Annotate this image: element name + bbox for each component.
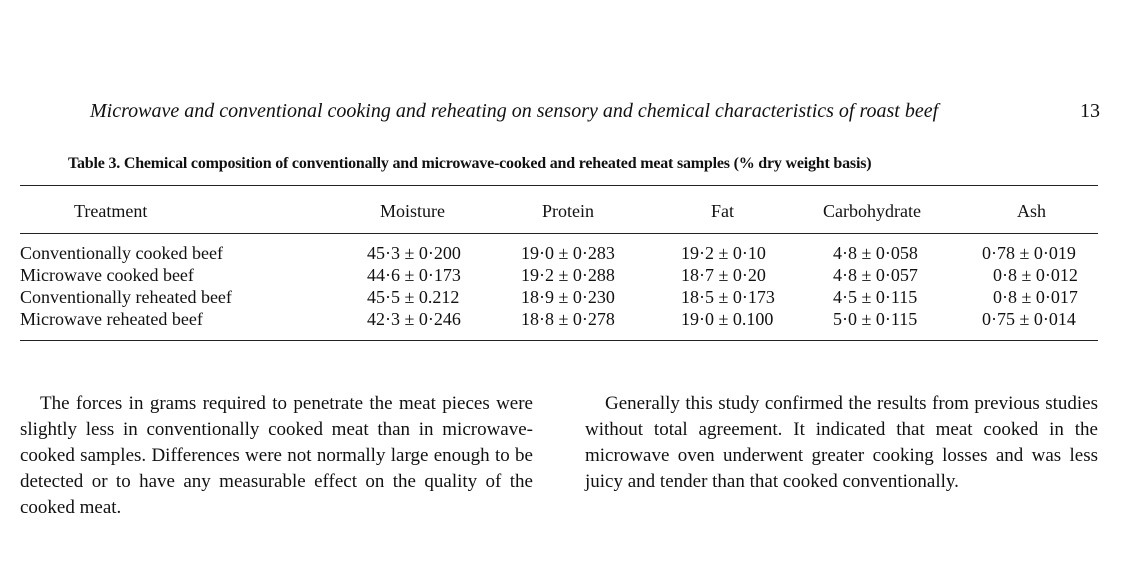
page-number: 13 <box>1080 100 1100 122</box>
column-header-ash: Ash <box>1017 201 1047 221</box>
table-bottom-rule <box>20 340 1098 341</box>
column-header-protein: Protein <box>542 201 594 221</box>
table-cell-fat: 18·7 ± 0·20 <box>681 265 766 285</box>
table-cell-moisture: 42·3 ± 0·246 <box>367 309 461 329</box>
table-cell-moisture: 45·3 ± 0·200 <box>367 243 461 263</box>
running-head <box>90 100 1100 128</box>
table-top-rule <box>20 185 1098 186</box>
table-cell-fat: 19·0 ± 0.100 <box>681 309 774 329</box>
running-title: Microwave and conventional cooking and reheating on sensory and chemical characteristics of roast beef <box>90 100 939 122</box>
table-cell-protein: 19·0 ± 0·283 <box>521 243 615 263</box>
table-cell-ash: 0·8 ± 0·012 <box>993 265 1078 285</box>
table-cell-protein: 18·8 ± 0·278 <box>521 309 615 329</box>
table-cell-carbohydrate: 5·0 ± 0·115 <box>833 309 918 329</box>
table-cell-protein: 19·2 ± 0·288 <box>521 265 615 285</box>
table-cell-fat: 19·2 ± 0·10 <box>681 243 766 263</box>
table-cell-treatment: Conventionally reheated beef <box>20 287 232 307</box>
table-cell-carbohydrate: 4·8 ± 0·057 <box>833 265 918 285</box>
column-header-carbohydrate: Carbohydrate <box>823 201 921 221</box>
table-cell-carbohydrate: 4·8 ± 0·058 <box>833 243 918 263</box>
table-cell-protein: 18·9 ± 0·230 <box>521 287 615 307</box>
column-header-moisture: Moisture <box>380 201 445 221</box>
table-cell-fat: 18·5 ± 0·173 <box>681 287 775 307</box>
table-cell-treatment: Conventionally cooked beef <box>20 243 223 263</box>
body-paragraph-right: Generally this study confirmed the results from previous studies without total agreement. It indicated that meat cooked in the microwave oven underwent greater cooking losses and was less juicy and tender than that cooked conventionally. <box>585 393 1098 492</box>
table-cell-moisture: 44·6 ± 0·173 <box>367 265 461 285</box>
table-cell-moisture: 45·5 ± 0.212 <box>367 287 460 307</box>
table-cell-ash: 0·8 ± 0·017 <box>993 287 1078 307</box>
body-paragraph-left: The forces in grams required to penetrate the meat pieces were slightly less in conventionally cooked meat than in microwave-cooked samples. Differences were not normally large enough to be detected or to have any measurable effect on the quality of the cooked meat. <box>20 393 533 518</box>
table-cell-carbohydrate: 4·5 ± 0·115 <box>833 287 918 307</box>
column-header-fat: Fat <box>711 201 735 221</box>
table-cell-ash: 0·75 ± 0·014 <box>982 309 1076 329</box>
table-header-rule <box>20 233 1098 234</box>
table-cell-treatment: Microwave reheated beef <box>20 309 203 329</box>
table-caption: Table 3. Chemical composition of conventionally and microwave-cooked and reheated meat samples (% dry weight basis) <box>68 155 872 172</box>
table-cell-treatment: Microwave cooked beef <box>20 265 194 285</box>
table-cell-ash: 0·78 ± 0·019 <box>982 243 1076 263</box>
column-header-treatment: Treatment <box>74 201 148 221</box>
